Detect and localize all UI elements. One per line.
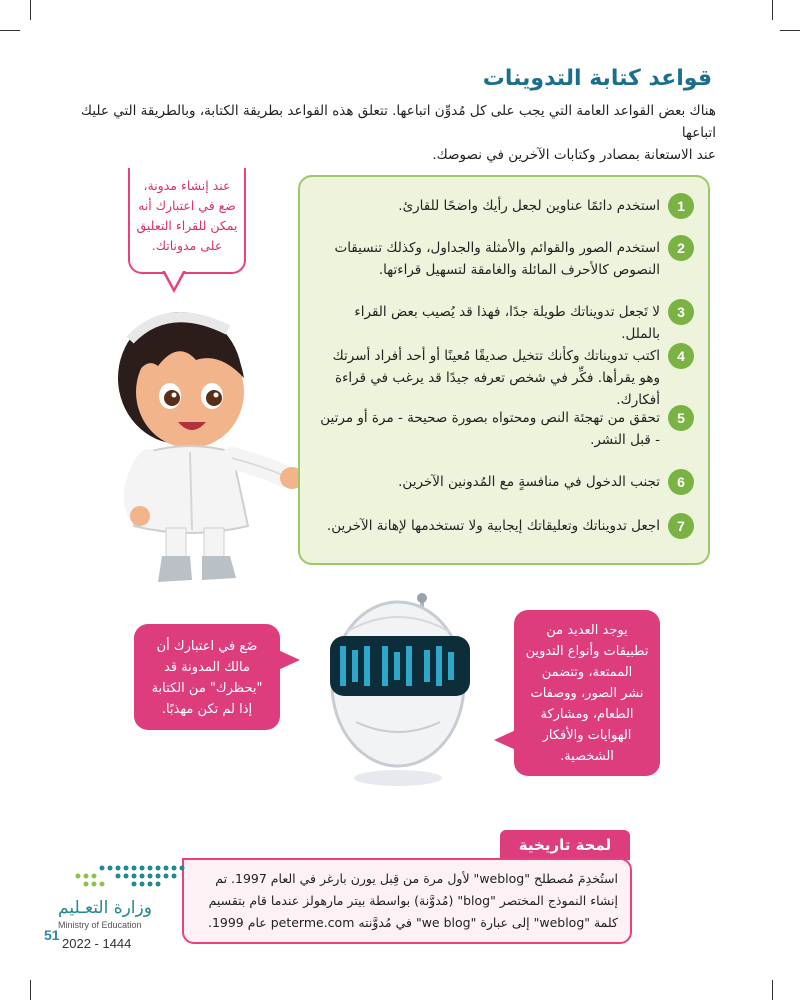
rule-item bbox=[312, 513, 694, 539]
tip-bubble-blog-types bbox=[514, 610, 660, 776]
speech-line: يمكن للقراء التعليق bbox=[136, 218, 238, 233]
history-line: كلمة "weblog" إلى عبارة "we blog" في مُدوَّنته peterme.com عام 1999. bbox=[207, 915, 618, 930]
bubble-line: يوجد العديد من bbox=[546, 623, 628, 638]
crop-mark bbox=[780, 30, 800, 31]
rule-item bbox=[312, 193, 694, 219]
rule-text: اجعل تدويناتك وتعليقاتك إيجابية ولا تستخدمها لإهانة الآخرين. bbox=[326, 518, 660, 534]
speech-line: على مدوناتك. bbox=[151, 238, 223, 253]
robot-illustration bbox=[316, 592, 486, 792]
crop-mark bbox=[30, 0, 31, 20]
crop-mark bbox=[0, 30, 20, 31]
history-heading: لمحة تاريخية bbox=[500, 830, 630, 860]
rule-text: اكتب تدويناتك وكأنك تتخيل صديقًا مُعينًا أو أحد أفراد أسرتك وهو يقرأها. فكِّر في شخص تعرفه جيدًا قد يرغب في قراءة أفكارك. bbox=[332, 348, 660, 408]
bubble-line: تطبيقات وأنواع التدوين bbox=[525, 644, 649, 659]
rule-item bbox=[312, 343, 694, 411]
bubble-line: الهوايات والأفكار bbox=[542, 728, 632, 743]
girl-character-illustration bbox=[108, 300, 318, 590]
rule-number-badge: 2 bbox=[668, 235, 694, 261]
bubble-line: مالك المدونة قد bbox=[164, 660, 250, 675]
rule-number-badge: 7 bbox=[668, 513, 694, 539]
history-box bbox=[182, 858, 632, 944]
crop-mark bbox=[772, 0, 773, 20]
bubble-line: الطعام، ومشاركة bbox=[540, 707, 634, 722]
rule-item bbox=[312, 469, 694, 495]
rule-text: استخدم الصور والقوائم والأمثلة والجداول، وكذلك تنسيقات النصوص كالأحرف المائلة والغامقة لتسهيل قراءتها. bbox=[334, 240, 660, 278]
speech-line: ضع في اعتبارك أنه bbox=[138, 198, 236, 213]
crop-mark bbox=[772, 980, 773, 1000]
bubble-tail bbox=[278, 650, 300, 670]
rule-number-badge: 4 bbox=[668, 343, 694, 369]
page-number: 51 bbox=[44, 927, 60, 943]
rule-number-badge: 3 bbox=[668, 299, 694, 325]
rule-number-badge: 1 bbox=[668, 193, 694, 219]
rule-number-badge: 6 bbox=[668, 469, 694, 495]
bubble-line: نشر الصور، ووصفات bbox=[530, 686, 644, 701]
intro-line: عند الاستعانة بمصادر وكتابات الآخرين في نصوصك. bbox=[432, 147, 716, 163]
bubble-line: الشخصية. bbox=[560, 749, 614, 764]
bubble-tail bbox=[494, 730, 516, 750]
rule-text: استخدم دائمًا عناوين لجعل رأيك واضحًا للقارئ. bbox=[398, 198, 660, 214]
rule-item bbox=[312, 299, 694, 345]
page-title: قواعد كتابة التدوينات bbox=[482, 66, 712, 91]
intro-paragraph bbox=[76, 100, 716, 166]
history-line: إنشاء النموذج المختصر "blog" (مُدوَّنة) بواسطة بيتر مارهولز عندما قام بتقسيم bbox=[208, 893, 618, 908]
history-line: استُخدِمَ مُصطلح "weblog" لأول مرة من قِبل يورن بارغر في العام 1997. تم bbox=[215, 871, 618, 886]
bubble-line: الممتعة، وتتضمن bbox=[541, 665, 633, 680]
tip-bubble-blocking bbox=[134, 624, 280, 730]
speech-line: عند إنشاء مدونة، bbox=[143, 178, 231, 193]
bubble-line: "يحظرك" من الكتابة bbox=[151, 681, 263, 696]
rules-box bbox=[298, 175, 710, 565]
bubble-line: إذا لم تكن مهذبًا. bbox=[161, 702, 253, 717]
rule-text: لا تَجعل تدويناتك طويلة جدًا، فهذا قد يُصيب بعض القراء بالملل. bbox=[354, 304, 660, 342]
rule-item bbox=[312, 235, 694, 281]
speech-bubble-comments bbox=[128, 168, 246, 274]
crop-mark bbox=[30, 980, 31, 1000]
speech-tail-inner bbox=[165, 271, 183, 288]
rule-text: تجنب الدخول في منافسةٍ مع المُدونين الآخرين. bbox=[398, 474, 660, 490]
rule-number-badge: 5 bbox=[668, 405, 694, 431]
rule-text: تحقق من تهجئة النص ومحتواه بصورة صحيحة - مرة أو مرتين - قبل النشر. bbox=[320, 410, 660, 448]
intro-line: هناك بعض القواعد العامة التي يجب على كل مُدوِّن اتباعها. تتعلق هذه القواعد بطريقة الكتابة، وبالطريقة التي عليك اتباعها bbox=[80, 103, 716, 141]
rule-item bbox=[312, 405, 694, 451]
ministry-name-english: Ministry of Education bbox=[58, 920, 142, 930]
ministry-logo-icon bbox=[58, 862, 188, 896]
bubble-line: ضَع في اعتبارك أن bbox=[156, 639, 258, 654]
ministry-name-arabic: وزارة التعـليم bbox=[58, 898, 152, 918]
edition-year: 2022 - 1444 bbox=[62, 936, 132, 951]
